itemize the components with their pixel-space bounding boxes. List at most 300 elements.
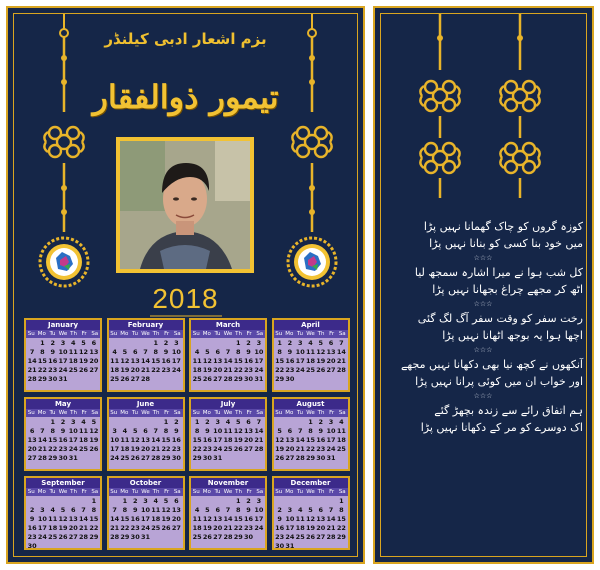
weekday-label: Su <box>275 489 283 495</box>
day-cell: 9 <box>277 515 282 523</box>
day-grid <box>26 338 100 384</box>
weekday-label: Sa <box>256 410 264 416</box>
day-cell: 14 <box>37 436 47 444</box>
day-cell: 4 <box>308 339 313 347</box>
day-cell: 10 <box>171 348 181 356</box>
day-cell: 14 <box>27 357 37 365</box>
month-november <box>189 476 267 550</box>
day-cell <box>37 497 47 506</box>
day-cell: 18 <box>79 436 89 444</box>
weekday-label: Th <box>235 489 243 495</box>
day-cell <box>110 497 120 506</box>
weekday-label: Fr <box>81 410 87 416</box>
day-cell: 25 <box>192 375 202 383</box>
day-cell: 29 <box>275 375 285 383</box>
day-cell: 30 <box>58 454 68 462</box>
day-cell: 18 <box>110 366 120 374</box>
day-cell: 2 <box>246 497 251 505</box>
day-cell: 27 <box>285 454 295 462</box>
day-cell: 21 <box>223 366 233 374</box>
day-cell: 1 <box>163 418 169 426</box>
month-name: December <box>274 478 348 488</box>
day-cell: 1 <box>40 339 45 347</box>
day-cell: 24 <box>285 533 295 541</box>
weekday-label: Fr <box>164 331 170 337</box>
weekday-header <box>26 488 100 496</box>
weekday-label: Tu <box>214 489 221 495</box>
month-name: November <box>191 478 265 488</box>
day-cell: 1 <box>194 418 200 426</box>
weekday-label: Fr <box>329 489 335 495</box>
day-cell: 15 <box>48 436 58 444</box>
day-cell: 24 <box>326 445 336 453</box>
weekday-label: We <box>58 410 68 416</box>
day-cell: 5 <box>308 506 313 514</box>
day-cell: 9 <box>29 515 35 523</box>
day-cell: 20 <box>171 515 181 523</box>
weekday-label: Tu <box>49 331 56 337</box>
day-grid <box>109 338 183 384</box>
day-cell: 12 <box>202 515 212 523</box>
day-cell: 16 <box>285 357 295 365</box>
day-cell: 20 <box>68 524 78 532</box>
day-cell: 7 <box>225 348 231 356</box>
day-cell: 14 <box>223 515 233 523</box>
day-cell: 25 <box>120 454 130 462</box>
day-cell: 18 <box>68 357 78 365</box>
day-cell: 5 <box>91 418 97 426</box>
day-cell: 26 <box>89 445 99 453</box>
day-cell <box>27 339 37 348</box>
day-cell: 11 <box>120 436 130 444</box>
day-cell: 25 <box>79 445 89 453</box>
day-cell: 9 <box>287 348 293 356</box>
stanza-separator: ☆☆☆ <box>473 392 493 400</box>
day-cell: 22 <box>161 445 171 453</box>
stanza-separator: ☆☆☆ <box>473 346 493 354</box>
poem-ghazal <box>383 218 583 436</box>
poem-line: ہم اتفاق رائے سے زندہ بچھڑ گئے <box>434 404 583 417</box>
day-cell: 3 <box>297 339 303 347</box>
day-cell <box>140 339 150 348</box>
day-cell: 10 <box>285 515 295 523</box>
day-cell: 16 <box>27 524 37 532</box>
weekday-label: Tu <box>214 410 221 416</box>
day-cell: 16 <box>171 436 181 444</box>
poem-line: میں خود بنا کسی کو بنانا نہیں پڑا <box>429 237 583 250</box>
weekday-label: Mo <box>120 331 129 337</box>
poem-line: اک دوسرے کو مر کے دکھانا نہیں پڑا <box>420 421 583 434</box>
weekday-label: Fr <box>164 410 170 416</box>
day-cell: 27 <box>244 445 254 453</box>
day-cell: 28 <box>110 533 120 541</box>
weekday-label: Sa <box>338 331 346 337</box>
day-cell: 7 <box>112 506 117 514</box>
day-cell: 21 <box>223 524 233 532</box>
day-cell: 27 <box>130 375 140 383</box>
weekday-label: Fr <box>246 489 252 495</box>
day-cell: 23 <box>130 524 140 532</box>
month-march <box>189 318 267 392</box>
day-cell: 21 <box>140 366 151 374</box>
weekday-label: Tu <box>296 489 303 495</box>
day-cell: 10 <box>110 436 120 444</box>
day-cell: 15 <box>89 515 99 523</box>
weekday-label: Mo <box>285 489 294 495</box>
day-grid <box>109 417 183 463</box>
day-cell: 25 <box>295 533 305 541</box>
day-cell <box>285 497 295 506</box>
day-cell: 27 <box>89 366 99 374</box>
day-cell: 13 <box>213 515 223 523</box>
day-cell: 27 <box>27 454 37 462</box>
weekday-label: Su <box>275 331 283 337</box>
weekday-header <box>26 330 100 338</box>
day-cell: 24 <box>140 524 151 532</box>
day-cell: 30 <box>202 454 212 462</box>
day-cell: 15 <box>305 436 316 444</box>
weekday-label: Mo <box>285 410 294 416</box>
weekday-label: Th <box>235 410 243 416</box>
day-cell: 13 <box>316 515 326 523</box>
day-cell: 10 <box>254 506 264 514</box>
day-grid <box>26 417 100 463</box>
stanza-separator: ☆☆☆ <box>473 300 493 308</box>
day-cell: 6 <box>143 427 148 435</box>
day-cell <box>130 339 140 348</box>
day-cell: 4 <box>194 348 200 356</box>
day-cell: 11 <box>110 357 120 365</box>
day-cell: 29 <box>305 454 316 462</box>
day-cell: 19 <box>58 524 68 532</box>
day-cell: 5 <box>318 339 324 347</box>
day-cell: 28 <box>326 533 336 541</box>
day-cell: 5 <box>205 506 210 514</box>
month-name: March <box>191 320 265 330</box>
weekday-label: Tu <box>131 489 138 495</box>
day-cell: 19 <box>202 366 212 374</box>
day-cell: 17 <box>295 357 305 365</box>
day-cell: 29 <box>336 533 346 541</box>
day-cell: 7 <box>143 348 148 356</box>
day-cell: 3 <box>256 497 262 505</box>
day-cell: 11 <box>192 515 202 523</box>
day-cell: 15 <box>336 515 346 523</box>
weekday-label: Th <box>317 331 325 337</box>
month-september <box>24 476 102 550</box>
weekday-label: We <box>141 410 150 416</box>
day-cell: 19 <box>79 357 89 365</box>
weekday-label: Mo <box>37 489 46 495</box>
day-cell: 31 <box>326 454 336 462</box>
day-cell: 8 <box>308 427 313 435</box>
weekday-label: Th <box>70 489 78 495</box>
day-cell: 29 <box>89 533 99 541</box>
day-cell: 7 <box>153 427 159 435</box>
day-cell: 14 <box>326 515 336 523</box>
day-cell <box>130 418 140 427</box>
calendar-grid <box>24 318 350 550</box>
day-cell: 13 <box>244 427 254 435</box>
day-cell <box>305 497 315 506</box>
day-cell: 11 <box>336 427 346 435</box>
day-cell: 16 <box>275 524 285 532</box>
weekday-label: Su <box>27 489 35 495</box>
day-cell <box>202 339 212 348</box>
day-cell: 1 <box>308 418 313 426</box>
day-cell: 3 <box>60 339 66 347</box>
day-cell: 5 <box>236 418 241 426</box>
day-cell: 31 <box>58 375 68 383</box>
day-grid <box>191 417 265 463</box>
weekday-label: Su <box>110 410 118 416</box>
day-cell: 12 <box>58 515 68 523</box>
day-cell: 31 <box>68 454 78 462</box>
day-cell: 8 <box>339 506 344 514</box>
weekday-label: Sa <box>91 331 99 337</box>
day-cell: 26 <box>130 454 140 462</box>
weekday-label: We <box>223 331 233 337</box>
day-cell: 18 <box>305 357 316 365</box>
month-name: April <box>274 320 348 330</box>
day-cell: 25 <box>110 375 120 383</box>
weekday-label: We <box>306 331 315 337</box>
day-cell: 8 <box>50 427 55 435</box>
day-cell: 12 <box>89 427 99 435</box>
day-cell: 17 <box>285 524 295 532</box>
day-cell: 5 <box>277 427 282 435</box>
weekday-label: We <box>306 489 315 495</box>
poem-line: اٹھ کر مجھے چراغ بجھانا نہیں پڑا <box>432 283 583 296</box>
day-cell: 4 <box>339 418 344 426</box>
day-cell: 26 <box>161 524 171 532</box>
day-cell: 2 <box>132 497 138 505</box>
day-cell: 22 <box>233 524 243 532</box>
day-cell: 17 <box>110 445 120 453</box>
day-cell: 29 <box>233 375 243 383</box>
day-cell: 5 <box>132 427 138 435</box>
day-cell: 23 <box>285 366 295 374</box>
day-cell: 13 <box>89 348 99 356</box>
day-cell: 22 <box>89 524 99 532</box>
month-name: September <box>26 478 100 488</box>
day-grid <box>191 338 265 384</box>
month-name: January <box>26 320 100 330</box>
day-cell: 13 <box>171 506 181 514</box>
day-cell: 2 <box>163 339 169 347</box>
day-cell: 23 <box>58 445 68 453</box>
weekday-header <box>109 330 183 338</box>
day-cell: 16 <box>244 515 254 523</box>
day-cell: 9 <box>205 427 210 435</box>
day-cell: 2 <box>277 506 282 514</box>
day-cell: 23 <box>244 366 254 374</box>
day-cell: 30 <box>244 375 254 383</box>
weekday-label: Su <box>275 410 283 416</box>
day-cell: 20 <box>27 445 37 453</box>
day-cell: 25 <box>151 524 161 532</box>
day-cell: 16 <box>244 357 254 365</box>
weekday-label: Mo <box>37 331 46 337</box>
day-cell: 23 <box>316 445 326 453</box>
day-cell: 12 <box>79 348 89 356</box>
day-cell: 9 <box>318 427 324 435</box>
day-cell: 7 <box>256 418 262 426</box>
day-cell: 20 <box>130 366 140 374</box>
day-cell: 24 <box>68 445 78 453</box>
day-cell: 16 <box>48 357 58 365</box>
day-cell: 7 <box>40 427 45 435</box>
day-cell: 15 <box>120 515 130 523</box>
weekday-label: Mo <box>202 489 211 495</box>
day-cell: 8 <box>122 506 128 514</box>
day-grid <box>26 496 100 551</box>
day-cell <box>285 418 295 427</box>
day-cell: 20 <box>213 524 223 532</box>
day-cell: 19 <box>316 357 326 365</box>
day-cell: 15 <box>233 357 243 365</box>
day-cell: 17 <box>254 515 264 523</box>
month-october <box>107 476 185 550</box>
day-cell <box>223 497 233 506</box>
day-cell: 18 <box>120 445 130 453</box>
day-cell: 1 <box>277 339 282 347</box>
day-cell: 12 <box>130 436 140 444</box>
day-cell: 14 <box>140 357 151 365</box>
day-cell: 22 <box>192 445 202 453</box>
day-cell: 22 <box>305 445 316 453</box>
weekday-label: Mo <box>285 331 294 337</box>
day-cell: 26 <box>120 375 130 383</box>
day-cell: 11 <box>295 515 305 523</box>
day-cell: 21 <box>151 445 161 453</box>
day-cell: 6 <box>29 427 35 435</box>
day-cell: 3 <box>174 339 179 347</box>
day-cell: 10 <box>58 348 68 356</box>
day-cell: 21 <box>326 524 336 532</box>
day-cell: 6 <box>246 418 251 426</box>
day-cell: 24 <box>58 366 68 374</box>
day-cell: 4 <box>112 348 117 356</box>
day-cell: 2 <box>205 418 210 426</box>
weekday-label: We <box>141 331 150 337</box>
month-name: June <box>109 399 183 409</box>
day-cell: 15 <box>233 515 243 523</box>
day-cell: 17 <box>326 436 336 444</box>
day-cell: 1 <box>236 497 241 505</box>
day-cell <box>192 339 202 348</box>
day-cell <box>316 497 326 506</box>
day-cell: 26 <box>316 366 326 374</box>
day-cell: 7 <box>81 506 86 514</box>
day-cell: 2 <box>246 339 251 347</box>
day-cell: 21 <box>27 366 37 374</box>
day-cell: 24 <box>110 454 120 462</box>
day-cell <box>58 497 68 506</box>
weekday-label: We <box>58 331 68 337</box>
day-cell: 31 <box>140 533 151 541</box>
weekday-label: Sa <box>173 489 181 495</box>
day-cell: 31 <box>254 375 264 383</box>
month-name: October <box>109 478 183 488</box>
weekday-label: Su <box>192 489 200 495</box>
poem-line: کل شب ہوا نے میرا اشارہ سمجھ لیا <box>414 266 583 279</box>
day-cell: 4 <box>81 418 86 426</box>
weekday-label: Mo <box>120 410 129 416</box>
day-cell: 27 <box>171 524 181 532</box>
day-cell: 28 <box>295 454 305 462</box>
day-cell: 10 <box>326 427 336 435</box>
day-grid <box>274 417 348 463</box>
weekday-label: Tu <box>296 331 303 337</box>
day-cell: 21 <box>254 436 264 444</box>
weekday-label: Tu <box>296 410 303 416</box>
day-cell: 6 <box>174 497 179 505</box>
weekday-label: Su <box>192 331 200 337</box>
month-may <box>24 397 102 471</box>
weekday-label: Sa <box>256 489 264 495</box>
day-cell: 3 <box>328 418 334 426</box>
day-cell: 25 <box>223 445 233 453</box>
day-cell: 13 <box>130 357 140 365</box>
day-cell: 6 <box>215 348 220 356</box>
weekday-label: Th <box>152 410 160 416</box>
weekday-header <box>109 488 183 496</box>
day-cell: 23 <box>244 524 254 532</box>
weekday-label: Th <box>70 331 78 337</box>
day-cell: 4 <box>71 339 76 347</box>
day-cell <box>213 339 223 348</box>
day-cell: 9 <box>132 506 138 514</box>
day-cell: 7 <box>29 348 35 356</box>
day-cell: 28 <box>27 375 37 383</box>
day-cell: 17 <box>254 357 264 365</box>
weekday-label: Fr <box>164 489 170 495</box>
day-cell: 17 <box>171 357 181 365</box>
day-cell: 25 <box>336 445 346 453</box>
day-cell: 11 <box>223 427 233 435</box>
day-cell: 9 <box>163 348 169 356</box>
weekday-label: Th <box>152 489 160 495</box>
stanza-separator: ☆☆☆ <box>473 254 493 262</box>
weekday-label: Su <box>27 331 35 337</box>
poet-name-title: تیمور ذوالفقار <box>92 78 279 116</box>
day-cell: 17 <box>213 436 223 444</box>
day-cell: 18 <box>336 436 346 444</box>
day-cell: 16 <box>316 436 326 444</box>
weekday-header <box>109 409 183 417</box>
day-cell: 6 <box>318 506 324 514</box>
day-cell: 22 <box>120 524 130 532</box>
weekday-label: Sa <box>338 410 346 416</box>
day-cell: 14 <box>254 427 264 435</box>
day-cell: 30 <box>27 542 37 550</box>
day-cell: 31 <box>213 454 223 462</box>
day-cell: 18 <box>223 436 233 444</box>
day-cell <box>326 497 336 506</box>
day-cell: 27 <box>213 375 223 383</box>
day-cell: 21 <box>336 357 346 365</box>
weekday-label: We <box>223 489 233 495</box>
weekday-label: We <box>58 489 68 495</box>
day-grid <box>109 496 183 542</box>
day-cell: 4 <box>153 497 159 505</box>
weekday-label: Sa <box>256 331 264 337</box>
day-cell: 8 <box>91 506 97 514</box>
day-cell: 7 <box>225 506 231 514</box>
day-cell: 10 <box>68 427 78 435</box>
day-cell: 29 <box>233 533 243 541</box>
